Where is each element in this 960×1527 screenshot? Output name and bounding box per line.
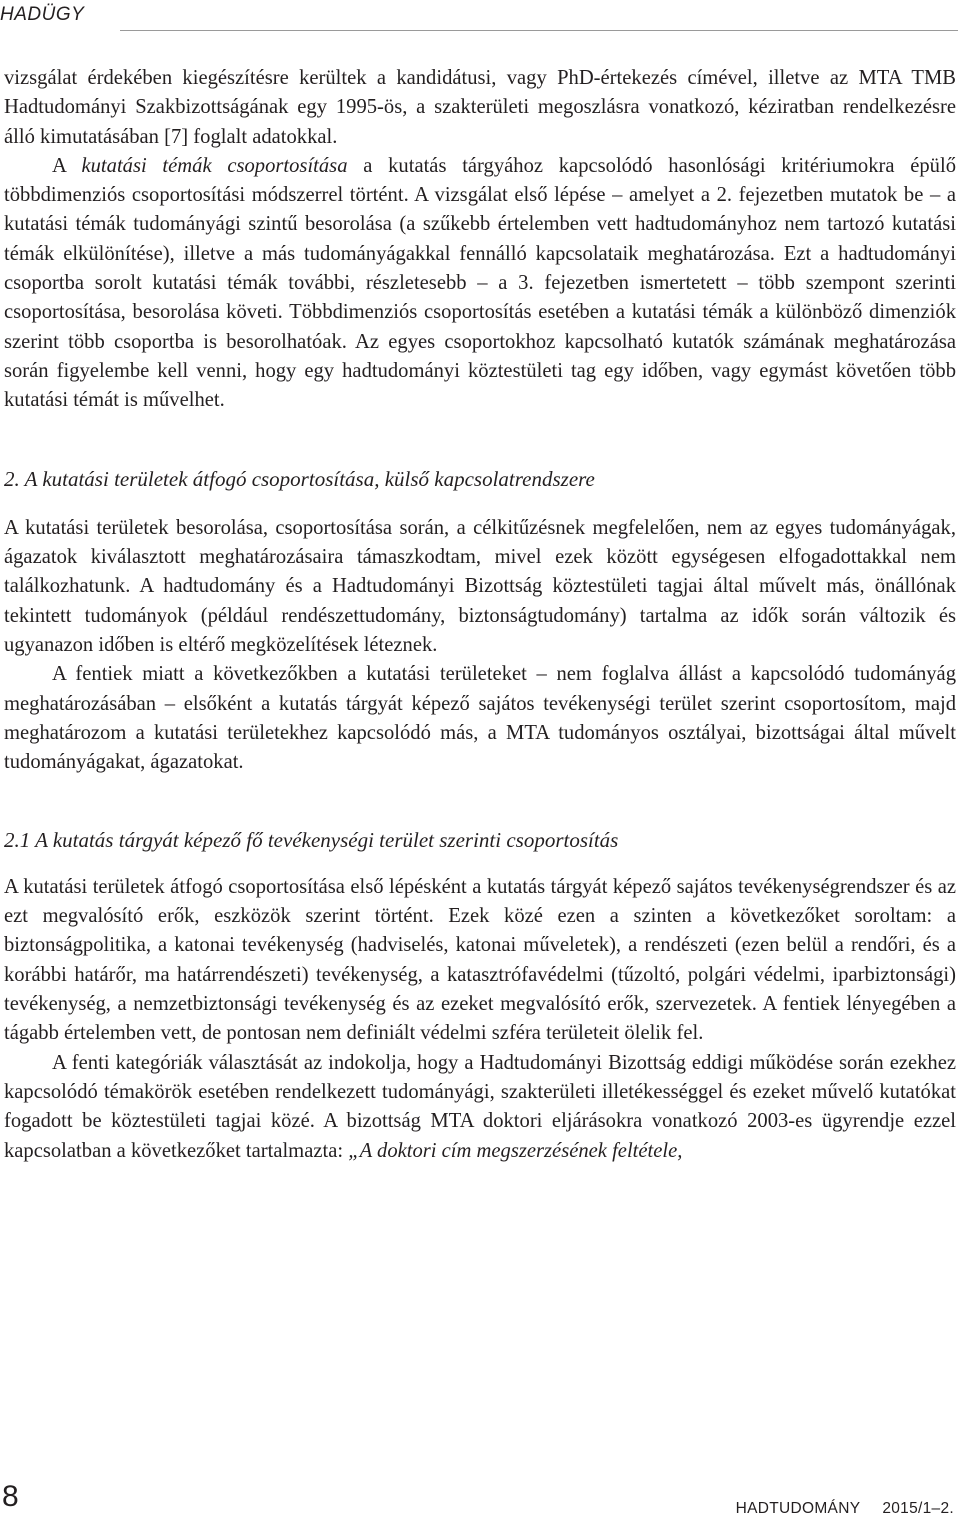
intro-paragraph-1: vizsgálat érdekében kiegészítésre kerültek a kandidátusi, vagy PhD-értekezés címével, illetve az MTA TMB Hadtudományi Szakbizottságának egy 1995-ös, a szakterületi megoszlásra vonatkozó, kéziratban rendelkezésre álló kimutatásában [7] foglalt adatokkal. xyxy=(4,67,956,148)
spacer xyxy=(4,494,956,514)
header-rule xyxy=(120,30,958,31)
running-title: HADÜGY xyxy=(0,4,85,25)
intro-paragraph-2-lead: A xyxy=(52,154,82,177)
spacer xyxy=(4,416,956,465)
section-2-1-paragraph-1: A kutatási területek átfogó csoportosítása első lépésként a kutatás tárgyát képező sajátos tevékenységrendszer és az ezt megvalósító erők, eszközök szerint történt. Ezek közé ezen a szinten a következőket soroltam: a biztonságpolitika, a katonai tevékenység (hadviselés, katonai műveletek), a rendészeti (ezen belül a rendőri, és a korábbi határőr, ma határrendészeti) tevékenység, a katasztrófavédelmi (tűzoltó, polgári védelmi, iparbiztonsági) tevékenység, a nemzetbiztonsági tevékenység és az ezeket megvalósító erők, szervezetek. A fentiek lényegében a tágabb értelemben vett, de pontosan nem definiált védelmi szféra területeit ölelik fel. xyxy=(4,875,956,1045)
article-body xyxy=(4,64,956,1166)
section-2-1-paragraph-2-lead: A fenti kategóriák választását az indokolja, hogy a Hadtudományi Bizottság eddigi működése során ezekhez kapcsolódó témakörök esetében rendelkezett tudományági, szakterületi illetékességgel és ezeket művelő kutatókat fogadott be köztestületi tagjai közé. A bizottság MTA doktori eljárásokra vonatkozó 2003-es ügyrendje ezzel kapcsolatban a következőket tartalmazta: xyxy=(4,1051,956,1162)
intro-paragraph-2 xyxy=(4,152,956,416)
journal-footer xyxy=(736,1500,954,1518)
section-2-paragraph-1: A kutatási területek besorolása, csoportosítása során, a célkitűzésnek megfelelően, nem az egyes tudományágak, ágazatok kiválasztott meghatározásaira támaszkodtam, mivel ezek között egységesen elfogadottakkal nem találkozhatunk. A hadtudomány és a Hadtudományi Bizottság köztestületi tagjai által művelt más, önállónak tekintett tudományok (például rendészettudomány, biztonságtudomány) tartalma az idők során változik és ugyanazon időben is eltérő megközelítések léteznek. xyxy=(4,516,956,657)
section-2-paragraph-2: A fentiek miatt a következőkben a kutatási területeket – nem foglalva állást a kapcsolódó tudományág meghatározásában – elsőként a kutatás tárgyát képező sajátos tevékenységi terület szerint csoportosítom, majd meghatározom a kutatási területekhez kapcsolódó más, a MTA tudományos osztályai, bizottságai által művelt tudományágakat, ágazatokat. xyxy=(4,663,956,774)
page-number: 8 xyxy=(2,1480,19,1513)
section-2-1-paragraph-2 xyxy=(4,1049,956,1166)
section-2-1-paragraph-2-emphasis: „A doktori cím megszerzésének feltétele, xyxy=(348,1139,683,1162)
intro-paragraph-2-rest: a kutatás tárgyához kapcsolódó hasonlósági kritériumokra épülő többdimenziós csoportosítási módszerrel történt. A vizsgálat első lépése – amelyet a 2. fejezetben mutatok be – a kutatási témák tudományági szintű besorolása (a szűkebb értelemben vett hadtudományhoz nem tartozó kutatási témák elkülönítése), illetve a más tudományágakkal fennálló kapcsolataik meghatározása. Ezt a hadtudományi csoportba sorolt kutatási témák további, részletesebb – a 3. fejezetben ismertetett – több szempont szerinti csoportosítása, besorolása követi. Többdimenziós csoportosítás esetében a kutatási témák a különböző dimenziók szerint több csoportba is besorolhatóak. Az egyes csoportokhoz kapcsolható kutatók számának meghatározása során figyelembe kell venni, hogy egy hadtudományi köztestületi tag egy időben, vagy egymást követően több kutatási témát is művelhet. xyxy=(4,154,956,412)
journal-name: HADTUDOMÁNY xyxy=(735,1500,861,1517)
spacer xyxy=(4,778,956,826)
journal-issue: 2015/1–2. xyxy=(882,1500,954,1517)
spacer xyxy=(4,855,956,873)
section-2-heading: 2. A kutatási területek átfogó csoportosítása, külső kapcsolatrendszere xyxy=(4,466,595,491)
section-2-1-heading: 2.1 A kutatás tárgyát képező fő tevékenységi terület szerinti csoportosítás xyxy=(4,827,619,852)
intro-paragraph-2-emphasis: kutatási témák csoportosítása xyxy=(81,154,348,177)
